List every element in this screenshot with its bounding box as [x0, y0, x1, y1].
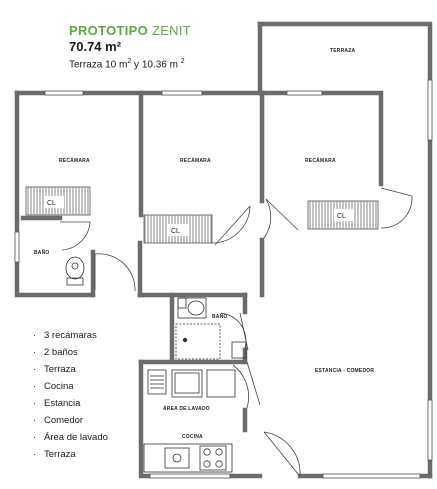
- lavado-fixtures: [148, 370, 235, 397]
- terrace-area-sup-2: 2: [180, 57, 185, 65]
- window-cocina: [150, 474, 230, 478]
- feature-label: Comedor: [44, 415, 84, 426]
- kitchen-drain-icon: [173, 454, 181, 462]
- bullet: ·: [33, 449, 36, 459]
- label-bano-2: BAÑO: [212, 314, 228, 320]
- stove-icon: [200, 446, 226, 470]
- list-item: [33, 429, 108, 446]
- bano-2-fixtures: [176, 298, 246, 359]
- terrace-area-mid: y 10.36 m: [131, 58, 181, 70]
- bullet: ·: [33, 364, 36, 374]
- closet-label-3: CL: [337, 213, 346, 220]
- label-estancia-comedor: ESTANCIA - COMEDOR: [315, 368, 375, 374]
- label-recamara-2: RECÁMARA: [180, 158, 211, 164]
- toilet-1-icon: [66, 257, 84, 279]
- closet-label-1: CL: [47, 200, 56, 207]
- bullet: ·: [33, 330, 36, 340]
- bullet: ·: [33, 432, 36, 442]
- bullet: ·: [33, 381, 36, 391]
- window-estancia: [323, 474, 420, 478]
- window-terraza: [428, 80, 432, 140]
- label-bano-1: BAÑO: [34, 250, 50, 256]
- door-recamara-1: [95, 254, 135, 291]
- shower-drain-icon: [183, 338, 187, 342]
- shower-icon: [176, 324, 220, 359]
- window-recamara-1: [45, 91, 83, 95]
- terrace-area-prefix: Terraza 10 m: [69, 58, 128, 70]
- window-recamara-2: [162, 91, 202, 95]
- feature-label: Cocina: [44, 381, 74, 392]
- features-list: [33, 327, 108, 463]
- door-bano-1: [60, 222, 90, 250]
- feature-label: Área de lavado: [44, 432, 108, 443]
- toilet-2-tank-icon: [178, 298, 186, 308]
- washer-icon: [148, 370, 166, 394]
- door-cocina: [264, 432, 300, 476]
- label-recamara-1: RECÁMARA: [59, 158, 90, 164]
- door-terraza: [381, 188, 412, 228]
- terrace-area-sup-1: 2: [127, 57, 132, 65]
- toilet-2-bowl-icon: [188, 301, 204, 315]
- kitchen-sink-icon: [165, 448, 189, 468]
- feature-label: 2 baños: [44, 347, 78, 358]
- label-terraza: TERRAZA: [330, 48, 356, 54]
- toilet-1-seat-icon: [72, 263, 78, 269]
- closets: [26, 187, 378, 243]
- prototype-title-bold: PROTOTIPO: [69, 23, 149, 38]
- list-item: [33, 446, 108, 463]
- list-item: [33, 327, 108, 344]
- window-bano-1: [15, 232, 19, 262]
- label-area-lavado: ÁREA DE LAVADO: [163, 406, 210, 412]
- door-recamara-3: [264, 199, 298, 238]
- closet-label-2: CL: [171, 228, 180, 235]
- bullet: ·: [33, 398, 36, 408]
- list-item: [33, 412, 108, 429]
- bullet: ·: [33, 347, 36, 357]
- dryer-icon: [207, 370, 235, 397]
- window-estancia-side: [428, 400, 432, 460]
- label-recamara-3: RECÁMARA: [305, 158, 336, 164]
- cocina-fixtures: [144, 444, 232, 472]
- feature-label: Terraza: [44, 449, 76, 460]
- door-lavado: [233, 362, 260, 408]
- total-area: 70.74 m²: [69, 39, 122, 55]
- feature-label: Estancia: [44, 398, 81, 409]
- bano-1-fixtures: [66, 257, 84, 285]
- list-item: [33, 344, 108, 361]
- prototype-title-light: ZENIT: [151, 23, 192, 38]
- feature-label: 3 recámaras: [44, 330, 97, 341]
- list-item: [33, 378, 108, 395]
- bullet: ·: [33, 415, 36, 425]
- list-item: [33, 395, 108, 412]
- feature-label: Terraza: [44, 364, 76, 375]
- label-cocina: COCINA: [182, 434, 203, 440]
- list-item: [33, 361, 108, 378]
- doors: [60, 188, 412, 476]
- door-recamara-2: [212, 206, 250, 245]
- window-recamara-3: [287, 91, 322, 95]
